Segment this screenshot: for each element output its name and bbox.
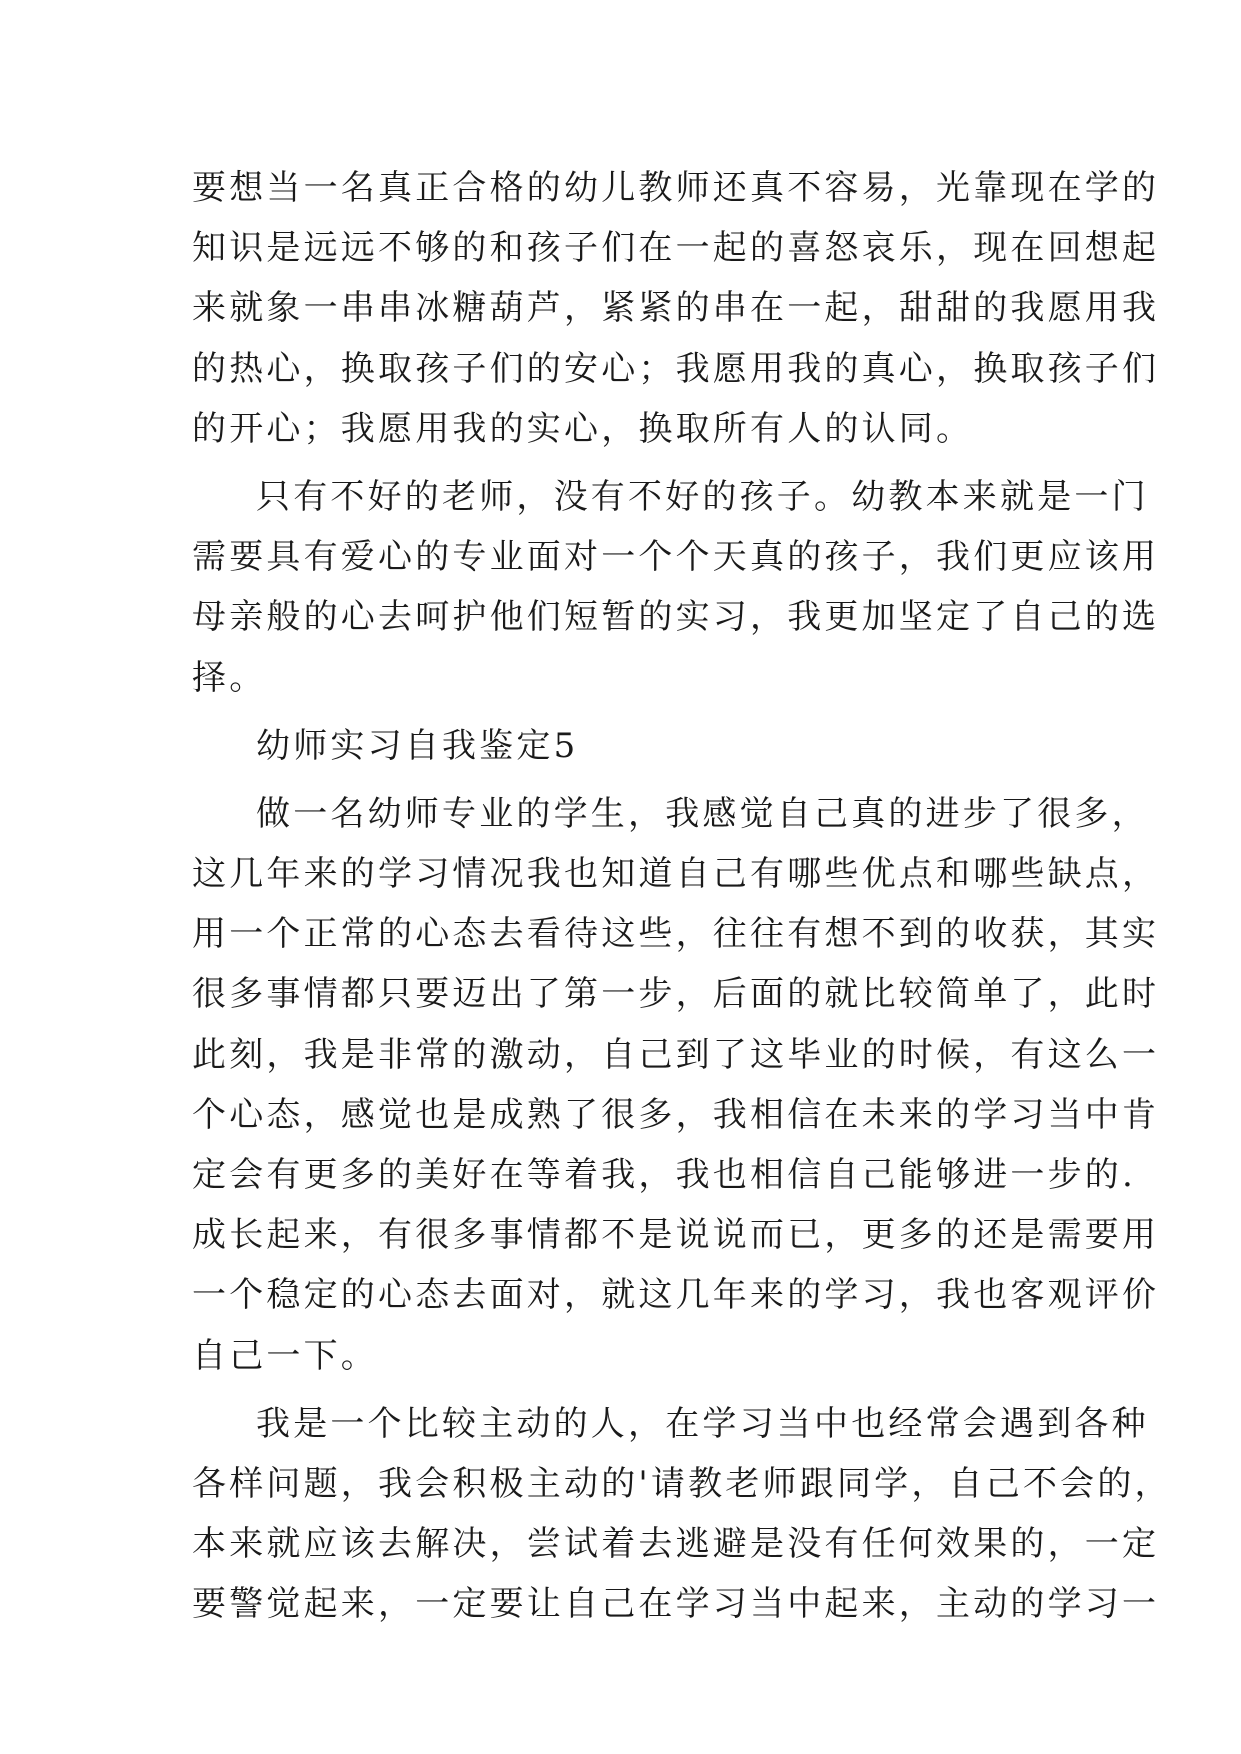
text-line: 个心态，感觉也是成熟了很多，我相信在未来的学习当中肯 xyxy=(192,1094,1160,1135)
text-line: 各样问题，我会积极主动的'请教老师跟同学，自己不会的， xyxy=(192,1463,1172,1504)
paragraph-gap xyxy=(192,459,1052,467)
section-heading xyxy=(192,716,1052,776)
text-line: 的开心；我愿用我的实心，换取所有人的认同。 xyxy=(192,408,974,449)
text-line: 此刻，我是非常的激动，自己到了这毕业的时候，有这么一 xyxy=(192,1034,1160,1075)
paragraph-gap xyxy=(192,1386,1052,1394)
text-line: 需要具有爱心的专业面对一个个天真的孩子，我们更应该用 xyxy=(192,537,1160,578)
text-line: 要警觉起来，一定要让自己在学习当中起来，主动的学习一 xyxy=(192,1584,1160,1625)
text-line: 我是一个比较主动的人，在学习当中也经常会遇到各种 xyxy=(256,1403,1149,1444)
text-line: 母亲般的心去呵护他们短暂的实习，我更加坚定了自己的选 xyxy=(192,597,1160,638)
text-line: 用一个正常的心态去看待这些，往往有想不到的收获，其实 xyxy=(192,914,1160,955)
text-line: 的热心，换取孩子们的安心；我愿用我的真心，换取孩子们 xyxy=(192,348,1160,389)
text-line: 一个稳定的心态去面对，就这几年来的学习，我也客观评价 xyxy=(192,1275,1160,1316)
text-line: 这几年来的学习情况我也知道自己有哪些优点和哪些缺点， xyxy=(192,854,1160,895)
text-line: 定会有更多的美好在等着我，我也相信自己能够进一步的. xyxy=(192,1155,1137,1195)
paragraph-1 xyxy=(192,158,1160,459)
text-line: 来就象一串串冰糖葫芦，紧紧的串在一起，甜甜的我愿用我 xyxy=(192,288,1160,329)
text-line: 很多事情都只要迈出了第一步，后面的就比较简单了，此时 xyxy=(192,974,1160,1015)
paragraph-2 xyxy=(192,467,1160,708)
text-line: 知识是远远不够的和孩子们在一起的喜怒哀乐，现在回想起 xyxy=(192,228,1160,269)
paragraph-gap xyxy=(192,776,1052,784)
text-line: 自己一下。 xyxy=(192,1335,378,1376)
heading-text: 幼师实习自我鉴定5 xyxy=(256,725,579,766)
text-line: 只有不好的老师，没有不好的孩子。幼教本来就是一门 xyxy=(256,476,1149,517)
document-body xyxy=(192,158,1172,1635)
paragraph-3 xyxy=(192,784,1160,1386)
paragraph-4 xyxy=(192,1394,1172,1635)
paragraph-gap xyxy=(192,708,1052,716)
text-line: 要想当一名真正合格的幼儿教师还真不容易，光靠现在学的 xyxy=(192,168,1160,208)
text-line: 本来就应该去解决，尝试着去逃避是没有任何效果的，一定 xyxy=(192,1524,1160,1565)
text-line: 择。 xyxy=(192,657,267,698)
text-line: 成长起来，有很多事情都不是说说而已，更多的还是需要用 xyxy=(192,1215,1160,1256)
text-line: 做一名幼师专业的学生，我感觉自己真的进步了很多， xyxy=(256,793,1149,834)
